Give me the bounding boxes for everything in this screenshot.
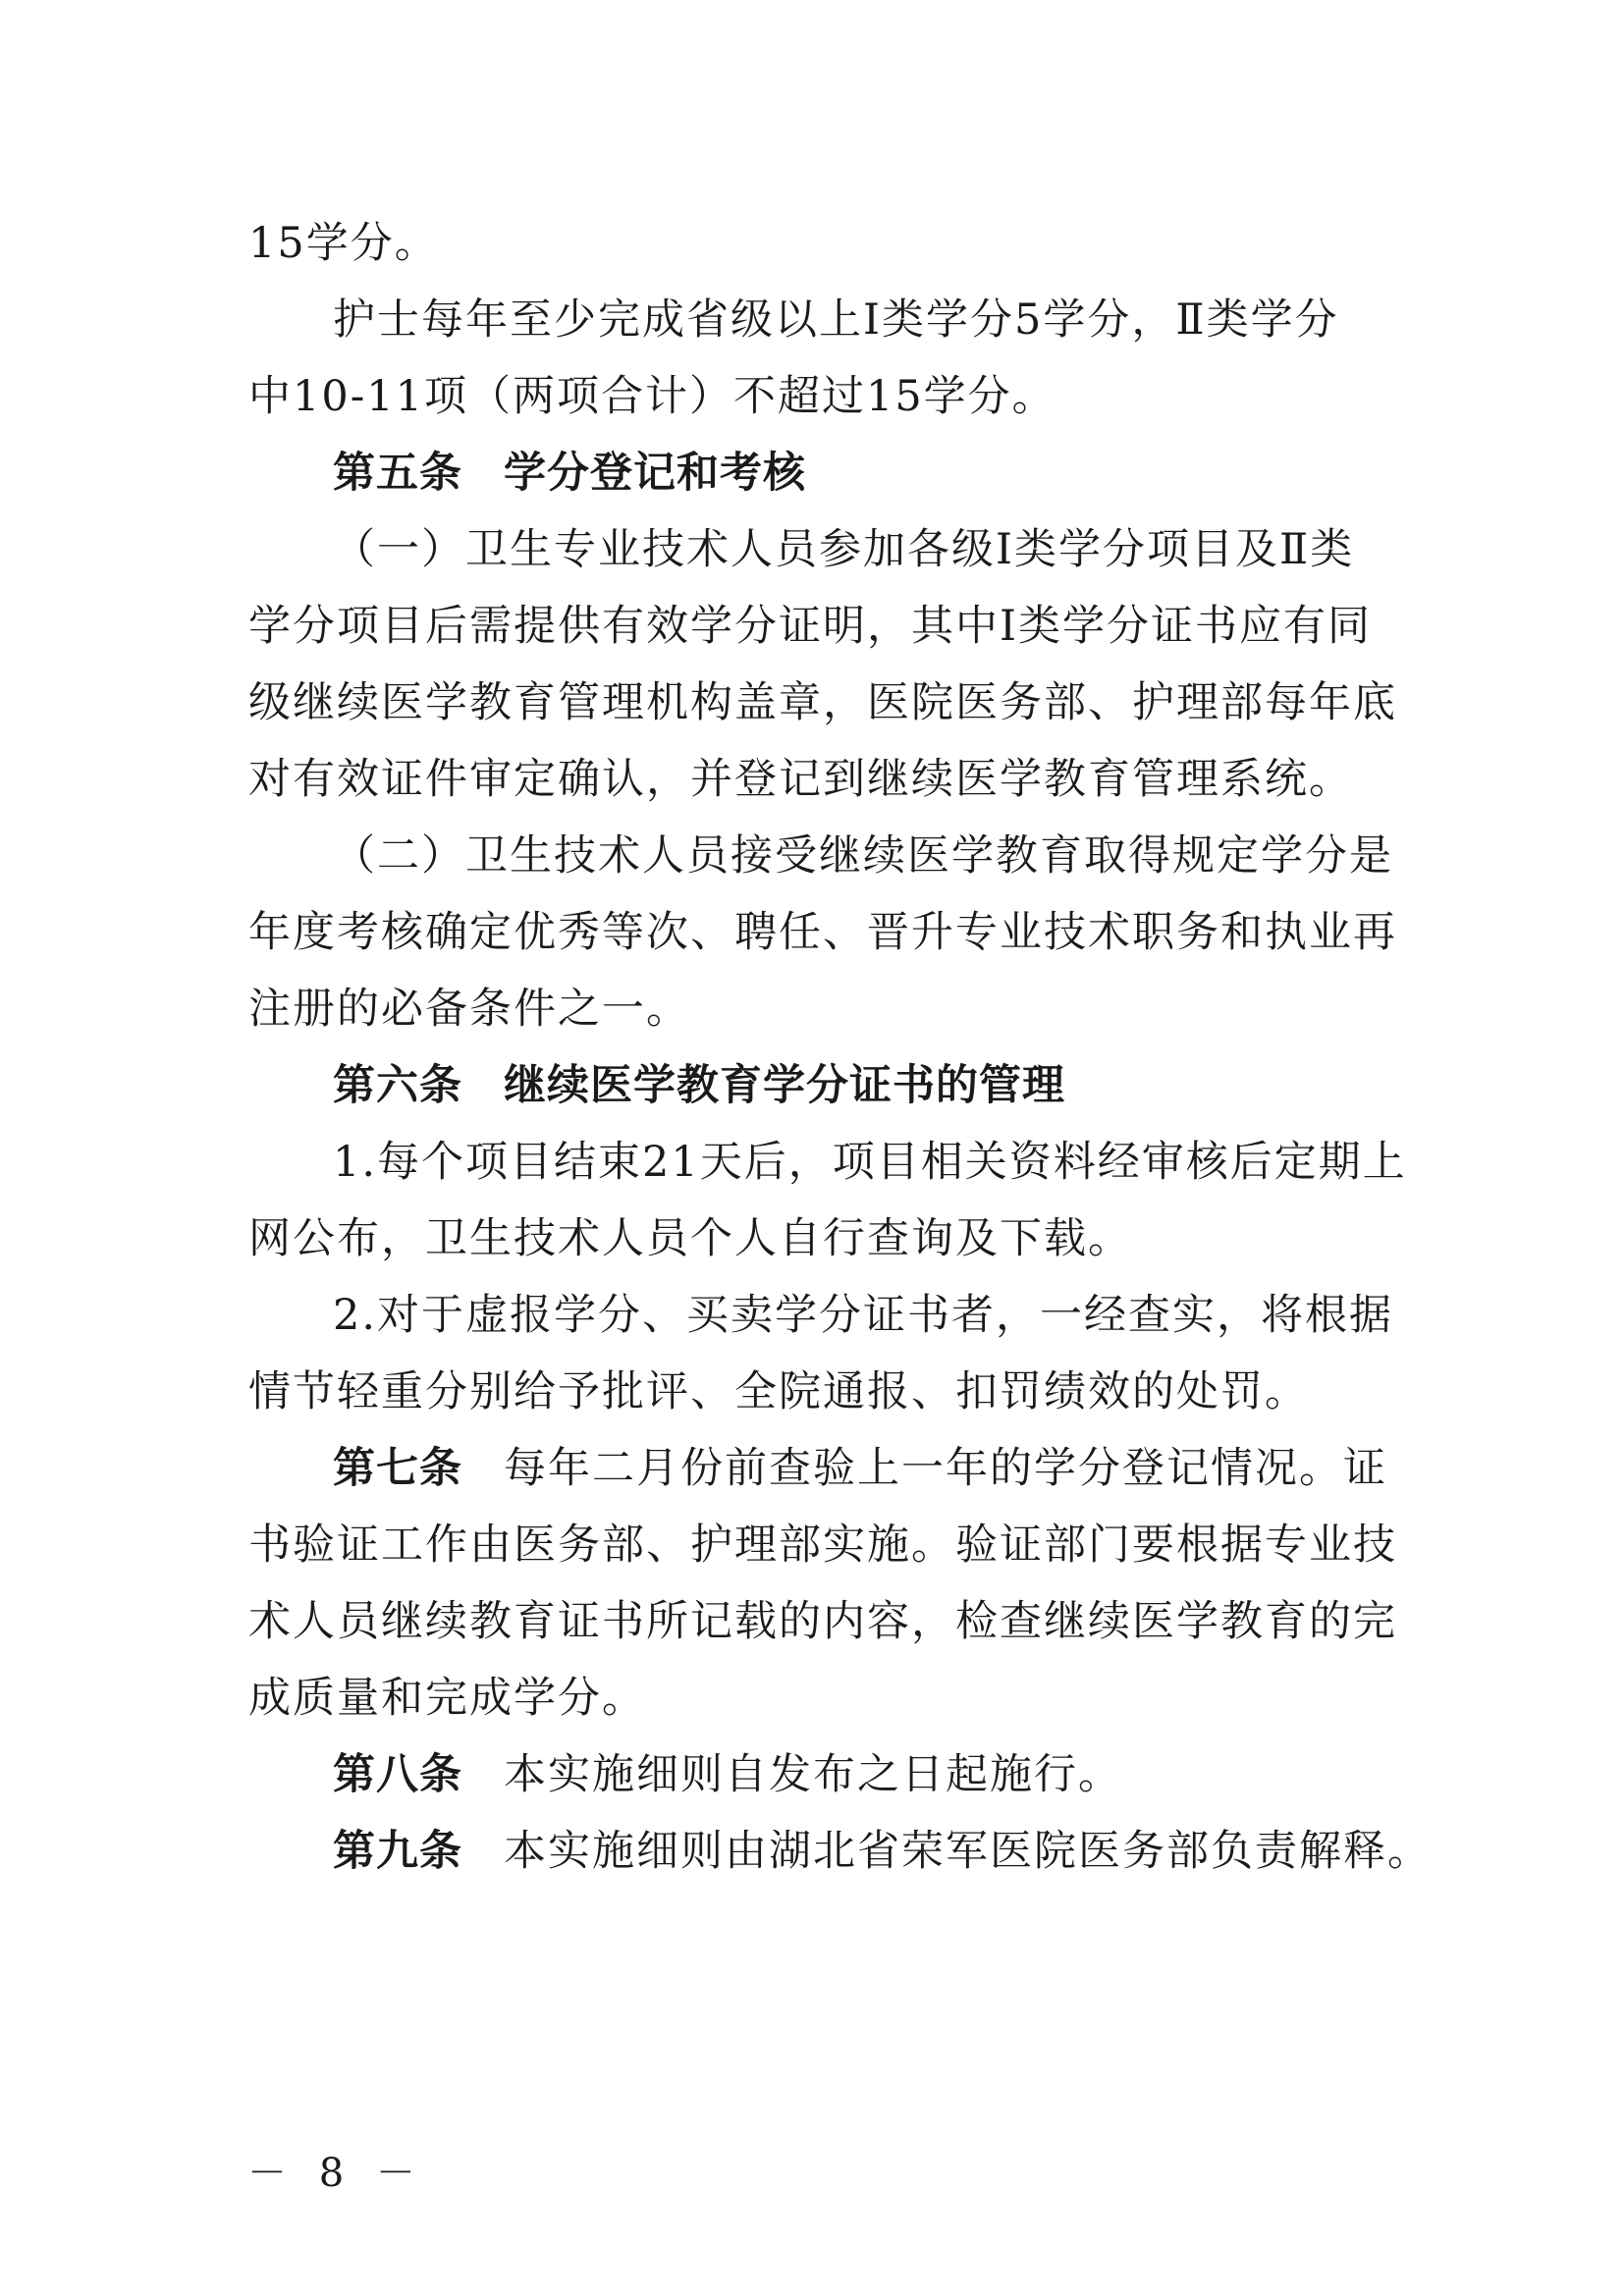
article-9-line bbox=[333, 1813, 1472, 1890]
paragraph-line: 年度考核确定优秀等次、聘任、晋升专业技术职务和执业再 bbox=[248, 908, 1397, 957]
paragraph-line: 情节轻重分别给予批评、全院通报、扣罚绩效的处罚。 bbox=[248, 1367, 1309, 1416]
paragraph-line: 学分项目后需提供有效学分证明，其中Ⅰ类学分证书应有同 bbox=[248, 602, 1372, 651]
paragraph-line: 2.对于虚报学分、买卖学分证书者，一经查实，将根据 bbox=[333, 1291, 1394, 1340]
article-5-label: 第五条 bbox=[333, 449, 462, 498]
page-number: － 8 － bbox=[247, 2151, 425, 2196]
paragraph-line: （二）卫生技术人员接受继续医学教育取得规定学分是 bbox=[333, 831, 1393, 881]
article-6-heading bbox=[333, 1047, 1472, 1124]
paragraph-line: 护士每年至少完成省级以上Ⅰ类学分5学分，Ⅱ类学分 bbox=[333, 295, 1339, 345]
article-7-text: 每年二月份前查验上一年的学分登记情况。证 bbox=[504, 1444, 1387, 1493]
article-7-label: 第七条 bbox=[333, 1444, 462, 1493]
article-7-line bbox=[333, 1430, 1472, 1507]
paragraph-line: 中10-11项（两项合计）不超过15学分。 bbox=[248, 372, 1056, 421]
paragraph-line: 书验证工作由医务部、护理部实施。验证部门要根据专业技 bbox=[248, 1521, 1397, 1570]
article-9-label: 第九条 bbox=[333, 1827, 462, 1876]
paragraph-line: 成质量和完成学分。 bbox=[248, 1674, 646, 1723]
article-5-heading bbox=[333, 435, 1472, 511]
paragraph-line: 级继续医学教育管理机构盖章，医院医务部、护理部每年底 bbox=[248, 678, 1397, 727]
article-6-label: 第六条 bbox=[333, 1061, 462, 1110]
article-8-line bbox=[333, 1736, 1472, 1813]
paragraph-line: 注册的必备条件之一。 bbox=[248, 985, 690, 1034]
paragraph-line: 对有效证件审定确认，并登记到继续医学教育管理系统。 bbox=[248, 755, 1353, 804]
paragraph-line: （一）卫生专业技术人员参加各级Ⅰ类学分项目及Ⅱ类 bbox=[333, 525, 1355, 574]
paragraph-line: 术人员继续教育证书所记载的内容，检查继续医学教育的完 bbox=[248, 1597, 1397, 1646]
article-5-title: 学分登记和考核 bbox=[504, 449, 806, 498]
paragraph-line: 15学分。 bbox=[248, 219, 439, 268]
paragraph-line: 网公布，卫生技术人员个人自行查询及下载。 bbox=[248, 1214, 1132, 1263]
paragraph-line: 1.每个项目结束21天后，项目相关资料经审核后定期上 bbox=[333, 1138, 1407, 1187]
article-6-title: 继续医学教育学分证书的管理 bbox=[504, 1061, 1065, 1110]
article-8-label: 第八条 bbox=[333, 1750, 462, 1799]
article-9-text: 本实施细则由湖北省荣军医院医务部负责解释。 bbox=[504, 1827, 1432, 1876]
article-8-text: 本实施细则自发布之日起施行。 bbox=[504, 1750, 1122, 1799]
